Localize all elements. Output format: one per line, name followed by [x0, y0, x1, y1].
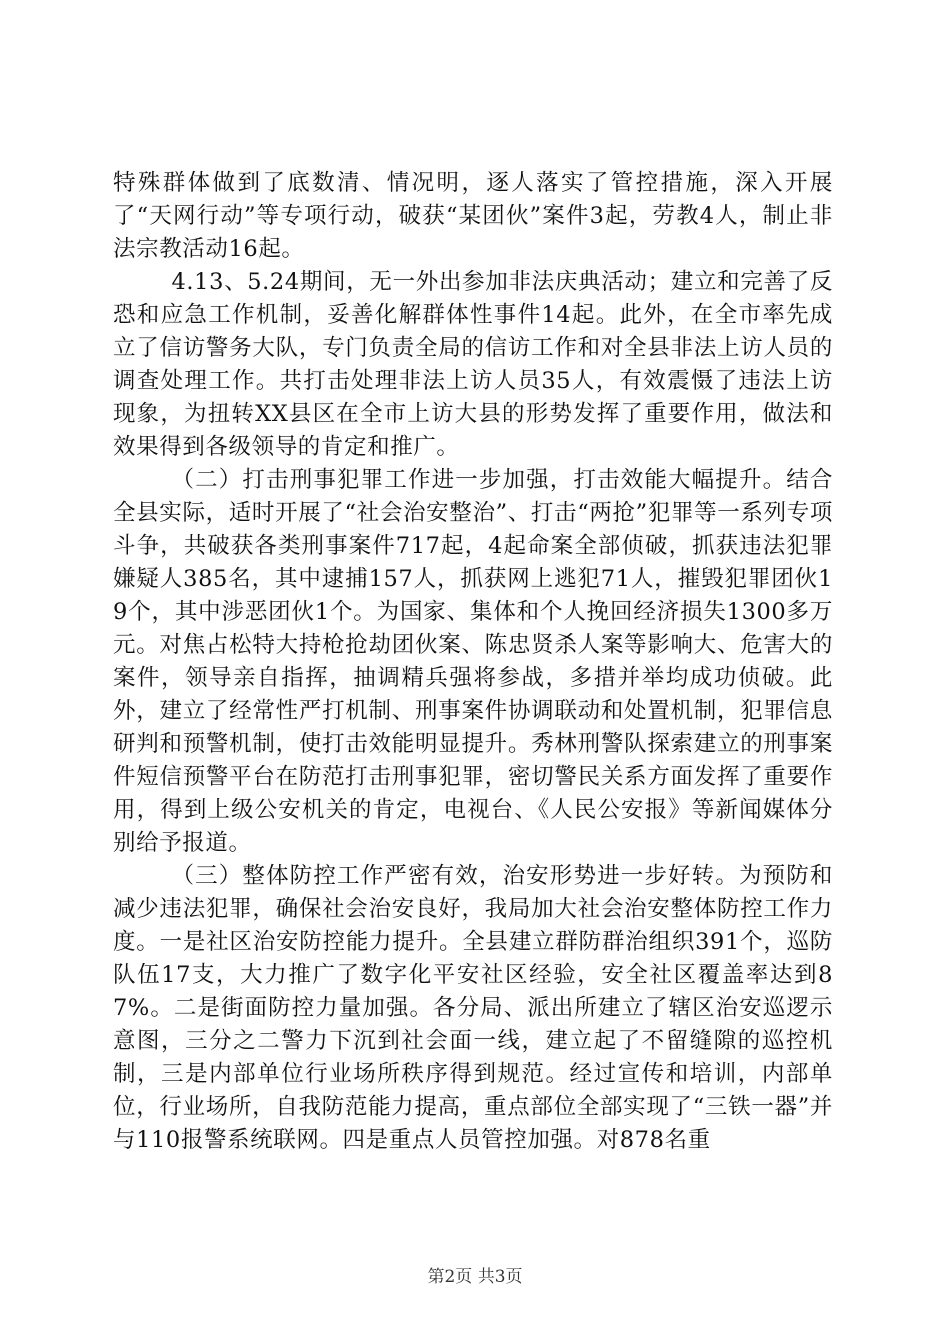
document-body: [113, 167, 833, 1157]
paragraph-criminal-crackdown: （二）打击刑事犯罪工作进一步加强，打击效能大幅提升。结合全县实际，适时开展了“社会治安整治”、打击“两抢”犯罪等一系列专项斗争，共破获各类刑事案件717起，4起命案全部侦破，抓获违法犯罪嫌疑人385名，其中逮捕157人，抓获网上逃犯71人，摧毁犯罪团伙19个，其中涉恶团伙1个。为国家、集体和个人挽回经济损失1300多万元。对焦占松特大持枪抢劫团伙案、陈忠贤杀人案等影响大、危害大的案件，领导亲自指挥，抽调精兵强将参战，多措并举均成功侦破。此外，建立了经常性严打机制、刑事案件协调联动和处置机制，犯罪信息研判和预警机制，使打击效能明显提升。秀林刑警队探索建立的刑事案件短信预警平台在防范打击刑事犯罪，密切警民关系方面发挥了重要作用，得到上级公安机关的肯定，电视台、《人民公安报》等新闻媒体分别给予报道。: [113, 467, 833, 856]
paragraph-prevention-control: （三）整体防控工作严密有效，治安形势进一步好转。为预防和减少违法犯罪，确保社会治安良好，我局加大社会治安整体防控工作力度。一是社区治安防控能力提升。全县建立群防群治组织391个，巡防队伍17支，大力推广了数字化平安社区经验，安全社区覆盖率达到87%。二是街面防控力量加强。各分局、派出所建立了辖区治安巡逻示意图，三分之二警力下沉到社会面一线，建立起了不留缝隙的巡控机制，三是内部单位行业场所秩序得到规范。经过宣传和培训，内部单位，行业场所，自我防范能力提高，重点部位全部实现了“三铁一器”并与110报警系统联网。四是重点人员管控加强。对878名重: [113, 863, 833, 1153]
paragraph-petition-work: 4.13、5.24期间，无一外出参加非法庆典活动；建立和完善了反恐和应急工作机制，妥善化解群体性事件14起。此外，在全市率先成立了信访警务大队，专门负责全局的信访工作和对全县非法上访人员的调查处理工作。共打击处理非法上访人员35人，有效震慑了违法上访现象，为扭转XX县区在全市上访大县的形势发挥了重要作用，做法和效果得到各级领导的肯定和推广。: [113, 269, 833, 460]
paragraph-special-groups: 特殊群体做到了底数清、情况明，逐人落实了管控措施，深入开展了“天网行动”等专项行动，破获“某团伙”案件3起，劳教4人，制止非法宗教活动16起。: [113, 170, 833, 262]
page-footer: 第2页 共3页: [427, 1267, 523, 1287]
